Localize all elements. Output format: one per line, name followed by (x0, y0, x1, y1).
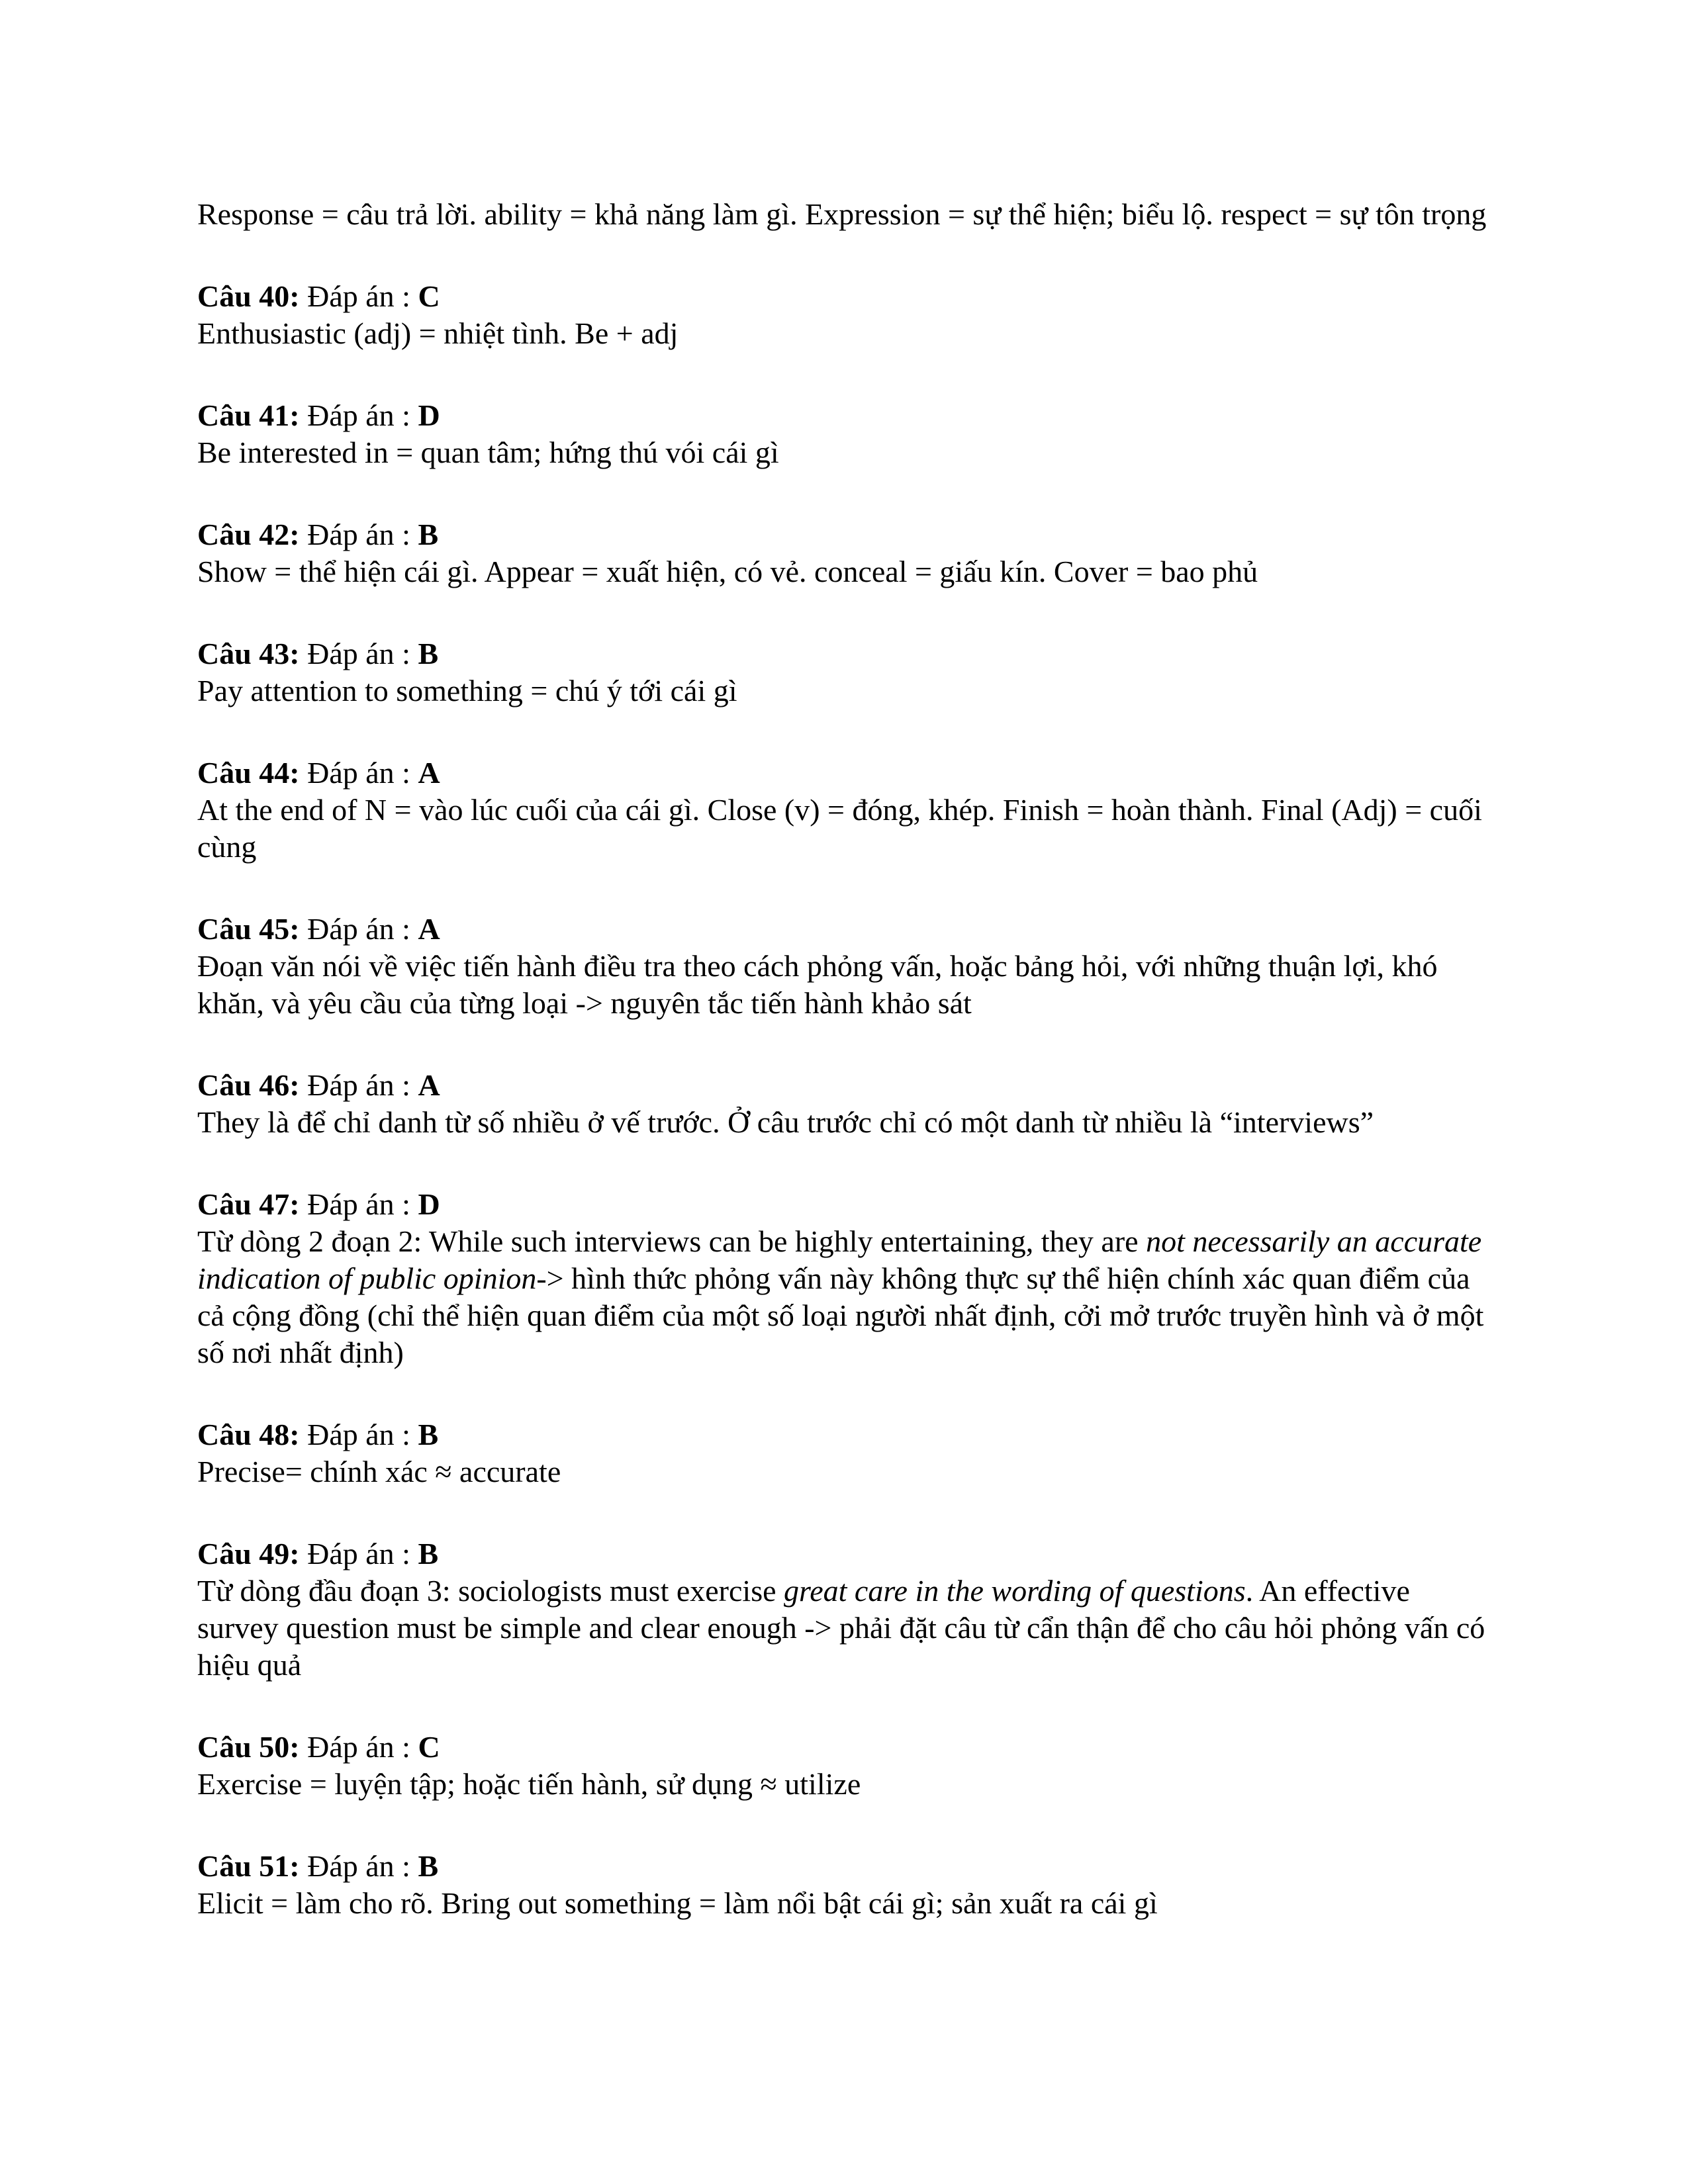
question-block (197, 1067, 1495, 1141)
question-number: Câu 40: (197, 279, 300, 313)
answer-letter: A (418, 1068, 440, 1102)
answer-prefix: Đáp án : (307, 1730, 418, 1764)
explanation-segment: Elicit = làm cho rõ. Bring out something = làm nổi bật cái gì; sản xuất ra cái gì (197, 1886, 1158, 1920)
answer-letter: A (418, 756, 440, 790)
explanation-text (197, 434, 1495, 471)
answer-letter: B (418, 1418, 439, 1451)
question-header (197, 1416, 1495, 1453)
question-header (197, 1186, 1495, 1223)
explanation-text (197, 553, 1495, 590)
question-header (197, 1848, 1495, 1885)
question-block (197, 1186, 1495, 1371)
answer-letter: B (418, 518, 439, 551)
question-header (197, 1067, 1495, 1104)
answer-prefix: Đáp án : (307, 1418, 418, 1451)
explanation-text (197, 1885, 1495, 1922)
explanation-text (197, 1223, 1495, 1371)
explanation-segment: Precise= chính xác ≈ accurate (197, 1455, 561, 1488)
quoted-phrase: great care in the wording of questions (784, 1574, 1246, 1608)
question-number: Câu 47: (197, 1187, 300, 1221)
answer-prefix: Đáp án : (307, 279, 418, 313)
answer-prefix: Đáp án : (307, 1068, 418, 1102)
answer-prefix: Đáp án : (307, 1187, 418, 1221)
explanation-segment: Show = thể hiện cái gì. Appear = xuất hiện, có vẻ. conceal = giấu kín. Cover = bao phủ (197, 555, 1258, 588)
question-number: Câu 44: (197, 756, 300, 790)
question-header (197, 635, 1495, 672)
answer-letter: C (418, 279, 440, 313)
answer-prefix: Đáp án : (307, 637, 418, 670)
question-number: Câu 41: (197, 398, 300, 432)
quoted-phrase: not necessarily an accurate indication of public opinion (197, 1224, 1482, 1295)
question-block (197, 754, 1495, 866)
question-header (197, 754, 1495, 792)
intro-paragraph: Response = câu trả lời. ability = khả năng làm gì. Expression = sự thể hiện; biểu lộ. respect = sự tôn trọng (197, 197, 1487, 231)
answer-letter: D (418, 1187, 440, 1221)
answer-prefix: Đáp án : (307, 518, 418, 551)
explanation-text (197, 1766, 1495, 1803)
question-block (197, 911, 1495, 1022)
question-header (197, 911, 1495, 948)
answer-prefix: Đáp án : (307, 1537, 418, 1570)
explanation-text (197, 315, 1495, 352)
question-header (197, 1729, 1495, 1766)
answer-letter: B (418, 637, 439, 670)
explanation-segment: Exercise = luyện tập; hoặc tiến hành, sử dụng ≈ utilize (197, 1767, 861, 1801)
question-header (197, 278, 1495, 315)
question-number: Câu 49: (197, 1537, 300, 1570)
question-number: Câu 45: (197, 912, 300, 946)
question-block (197, 1535, 1495, 1684)
answer-letter: C (418, 1730, 440, 1764)
question-number: Câu 50: (197, 1730, 300, 1764)
explanation-text (197, 792, 1495, 866)
explanation-segment: Đoạn văn nói về việc tiến hành điều tra theo cách phỏng vấn, hoặc bảng hỏi, với những thuận lợi, khó khăn, và yêu cầu của từng loại -> nguyên tắc tiến hành khảo sát (197, 949, 1438, 1020)
answer-prefix: Đáp án : (307, 756, 418, 790)
document-page (197, 196, 1495, 1967)
explanation-segment: Be interested in = quan tâm; hứng thú vói cái gì (197, 435, 779, 469)
question-number: Câu 51: (197, 1849, 300, 1883)
explanation-text (197, 1104, 1495, 1141)
question-header (197, 516, 1495, 553)
question-number: Câu 46: (197, 1068, 300, 1102)
question-number: Câu 48: (197, 1418, 300, 1451)
explanation-text (197, 1572, 1495, 1684)
explanation-segment: Pay attention to something = chú ý tới cái gì (197, 674, 737, 707)
explanation-text (197, 672, 1495, 709)
answer-letter: B (418, 1537, 439, 1570)
question-block (197, 1848, 1495, 1922)
answer-prefix: Đáp án : (307, 912, 418, 946)
explanation-segment: Từ dòng 2 đoạn 2: While such interviews can be highly entertaining, they are (197, 1224, 1147, 1258)
question-block (197, 397, 1495, 471)
question-block (197, 516, 1495, 590)
explanation-segment: At the end of N = vào lúc cuối của cái gì. Close (v) = đóng, khép. Finish = hoàn thành. Final (Adj) = cuối cùng (197, 793, 1482, 864)
answer-list (197, 278, 1495, 1922)
question-block (197, 1729, 1495, 1803)
answer-prefix: Đáp án : (307, 398, 418, 432)
question-block (197, 1416, 1495, 1490)
explanation-segment: Enthusiastic (adj) = nhiệt tình. Be + adj (197, 316, 679, 350)
explanation-segment: They là để chỉ danh từ số nhiều ở vế trước. Ở câu trước chỉ có một danh từ nhiều là “interviews” (197, 1105, 1374, 1139)
question-header (197, 397, 1495, 434)
explanation-segment: Từ dòng đầu đoạn 3: sociologists must exercise (197, 1574, 784, 1608)
question-header (197, 1535, 1495, 1572)
question-number: Câu 43: (197, 637, 300, 670)
explanation-segment: . An effective survey question must be simple and clear enough -> phải đặt câu từ cẩn thận để cho câu hỏi phỏng vấn có hiệu quả (197, 1574, 1485, 1682)
answer-prefix: Đáp án : (307, 1849, 418, 1883)
question-number: Câu 42: (197, 518, 300, 551)
explanation-segment: -> hình thức phỏng vấn này không thực sự thể hiện chính xác quan điểm của cả cộng đồng (chỉ thể hiện quan điểm của một số loại người nhất định, cởi mở trước truyền hình và ở một số nơi nhất định) (197, 1261, 1484, 1369)
question-block (197, 278, 1495, 352)
explanation-text (197, 1453, 1495, 1490)
answer-letter: A (418, 912, 440, 946)
answer-letter: D (418, 398, 440, 432)
explanation-text (197, 948, 1495, 1022)
question-block (197, 635, 1495, 709)
answer-letter: B (418, 1849, 439, 1883)
